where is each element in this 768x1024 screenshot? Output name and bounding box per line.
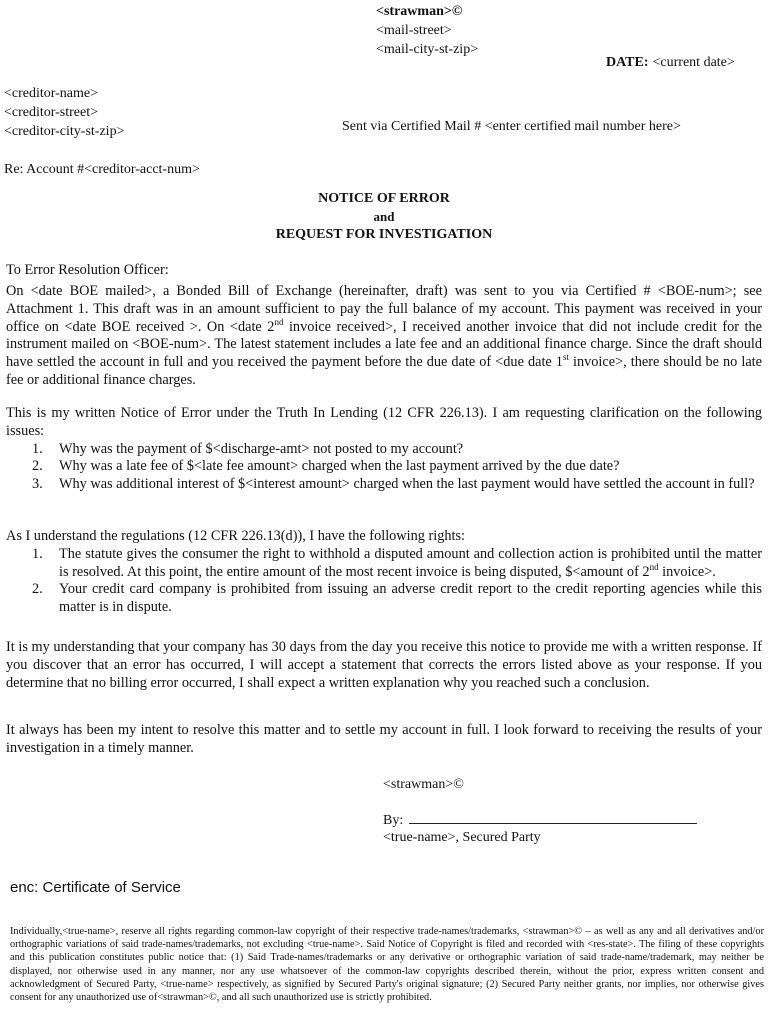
title-line-3: REQUEST FOR INVESTIGATION: [275, 227, 493, 242]
list-item: [6, 546, 762, 582]
list-item-text: Your credit card company is prohibited from issuing an adverse credit report to the credit reporting agencies while this matter is in dispute.: [59, 581, 762, 616]
sender-city: <mail-city-st-zip>: [376, 42, 479, 57]
date-label: DATE:: [606, 55, 649, 70]
list-item-number: 2.: [32, 581, 43, 598]
sender-address: [376, 2, 478, 59]
paragraph-1-text-c: invoice>, there should be no late fee or additional finance charges.: [6, 354, 762, 388]
re-account-line: Re: Account #<creditor-acct-num>: [4, 162, 200, 177]
paragraph-3-text: As I understand the regulations (12 CFR 226.13(d)), I have the following rights:: [6, 528, 466, 544]
creditor-address: [4, 84, 124, 141]
list-item: [6, 581, 762, 617]
list-item-number: 1.: [32, 440, 43, 457]
list-item: [6, 476, 762, 494]
paragraph-5: It always has been my intent to resolve this matter and to settle my account in full. I look forward to receiving the results of your investigation in a timely manner.: [6, 722, 762, 756]
paragraph-2-text: This is my written Notice of Error under the Truth In Lending (12 CFR 226.13). I am requesting clarification on the following issues:: [6, 405, 762, 439]
copyright-footer: Individually,<true-name>, reserve all rights regarding common-law copyright of their respective trade-names/trademarks, <strawman>© – as well as any and all derivatives and/or orthographic variations of said trade-names/trademarks, not excluding <true-name>. Said Notice of Copyright is filed and recorded with <res-state>. The filing of these copyrights and this publication constitutes public notice that: (1) Said Trade-names/trademarks or any derivative or orthographic variation of said trade-name/trademark, may neither be displayed, nor otherwise used in any manner, nor any use whatsoever of the common-law copyrights described therein, without the prior, express written consent and acknowledgment of Secured Party, <true-name> respectively, as signified by Secured Party's original signature; (2) Secured Party neither grants, nor implies, nor otherwise gives consent for any unauthorized use of<strawman>©, and all such unauthorized use is strictly prohibited.: [10, 926, 764, 1004]
paragraph-1-sup-a: nd: [274, 316, 284, 327]
list-item-text: The statute gives the consumer the right to withhold a disputed amount and collection action is prohibited until the matter is resolved. At this point, the entire amount of the most recent invoice is being disputed, $<amount of 2: [59, 545, 762, 580]
list-item-text: Why was a late fee of $<late fee amount> charged when the last payment arrived by the due date?: [59, 458, 620, 475]
paragraph-1-text-b: invoice received>, I received another invoice that did not include credit for the instrument mailed on <BOE-num>. The latest statement includes a late fee and an additional finance charge. Since the draft should have settled the account in full and you received the payment before the due date of <due date 1: [6, 318, 762, 371]
paragraph-4: It is my understanding that your company has 30 days from the day you receive this notice to provide me with a written response. If you discover that an error has occurred, I will accept a statement that corrects the errors listed above as your response. If you determine that no billing error occurred, I shall expect a written explanation why you reached such a conclusion.: [6, 639, 762, 691]
list-item-number: 3.: [32, 476, 43, 493]
title-line-2: and: [373, 209, 395, 224]
creditor-street: <creditor-street>: [4, 105, 99, 120]
enclosure-note: enc: Certificate of Service: [10, 879, 181, 896]
list-item-text: Why was the payment of $<discharge-amt> not posted to my account?: [59, 440, 464, 457]
certified-mail-line: Sent via Certified Mail # <enter certified mail number here>: [342, 119, 681, 134]
list-item-number: 1.: [32, 545, 43, 562]
paragraph-1-sup-b: st: [562, 352, 569, 363]
paragraph-1-text-a: On <date BOE mailed>, a Bonded Bill of Exchange (hereinafter, draft) was sent to you via Certified # <BOE-num>; see Attachment 1. This draft was in an amount sufficient to pay the full balance of my account. This payment was received in your office on <date BOE received >. On <date 2: [6, 283, 762, 335]
signature-underline: [409, 811, 697, 824]
issues-list: [6, 441, 762, 494]
paragraph-1: [6, 283, 762, 390]
date-value: <current date>: [652, 55, 735, 70]
paragraph-3: [6, 528, 762, 617]
sender-street: <mail-street>: [376, 23, 452, 38]
signature-strawman: <strawman>©: [383, 777, 464, 792]
paragraph-2: [6, 405, 762, 494]
list-item: [6, 458, 762, 476]
signature-by-label: By:: [383, 813, 404, 828]
salutation: To Error Resolution Officer:: [6, 262, 169, 278]
list-item-text: Why was additional interest of $<interest amount> charged when the last payment would have settled the account in full?: [59, 476, 755, 493]
list-item-sup: nd: [649, 561, 659, 572]
date-line: [606, 55, 735, 71]
sender-name: <strawman>©: [376, 4, 463, 19]
signature-name: <true-name>, Secured Party: [383, 830, 541, 845]
creditor-name: <creditor-name>: [4, 86, 99, 101]
rights-list: [6, 546, 762, 617]
title-line-1: NOTICE OF ERROR: [318, 191, 450, 206]
list-item-text-end: invoice>.: [658, 563, 716, 580]
list-item: [6, 441, 762, 459]
creditor-city: <creditor-city-st-zip>: [4, 124, 125, 139]
list-item-number: 2.: [32, 458, 43, 475]
